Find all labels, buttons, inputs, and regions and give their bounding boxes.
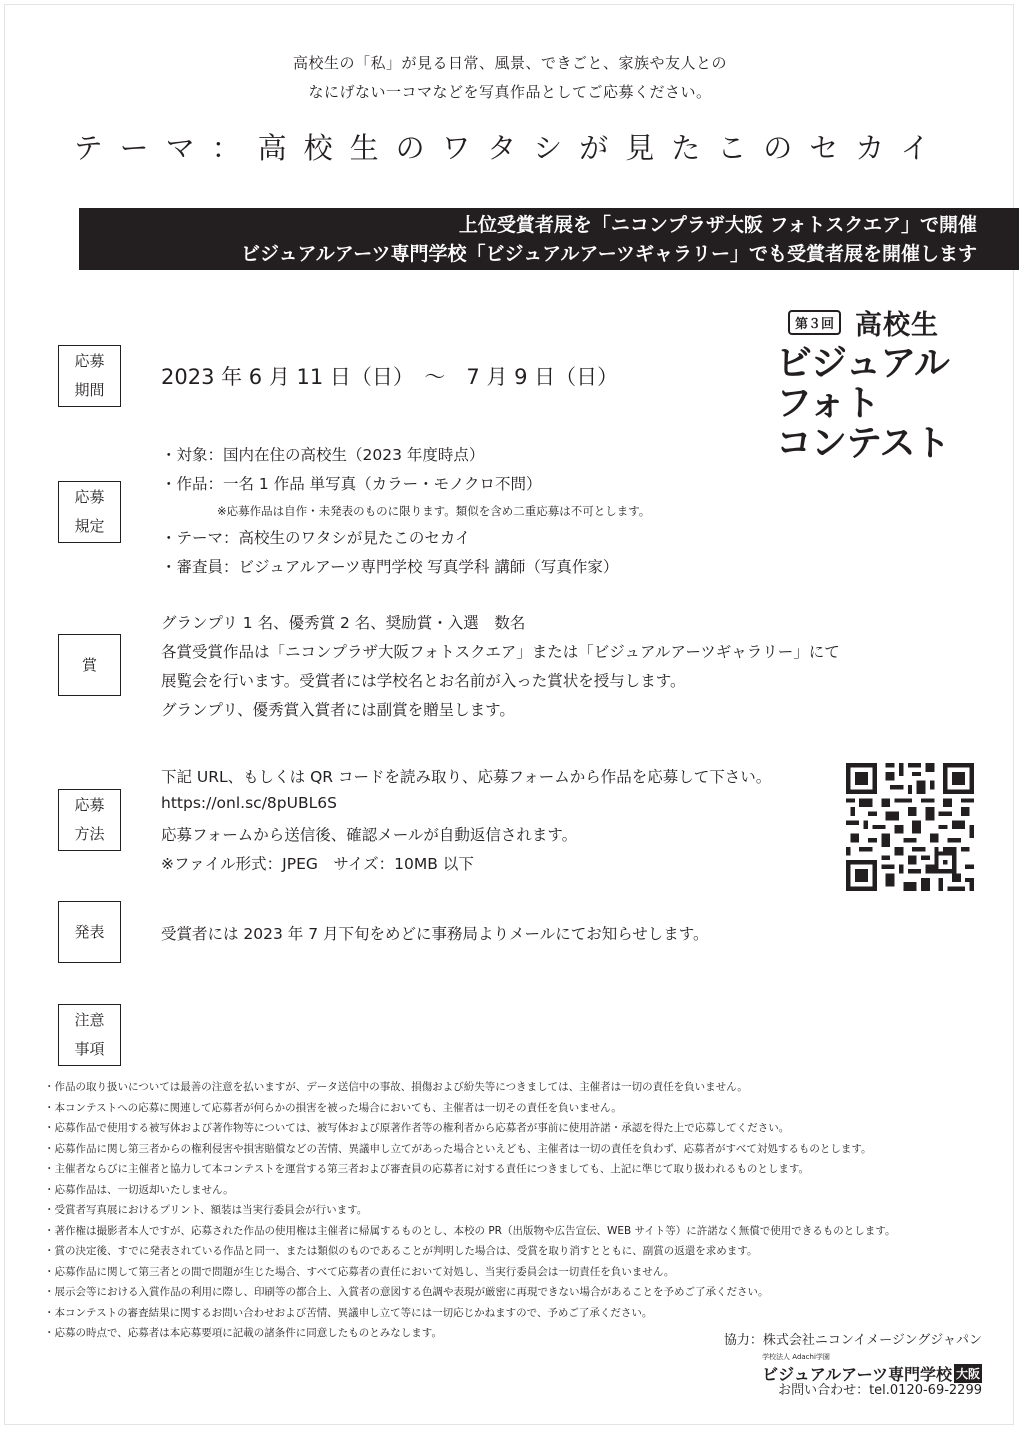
logo-title-2: ビジュアル [776,343,949,384]
label-prize [58,634,121,696]
theme-heading: テーマ：高校生のワタシが見たこのセカイ [73,131,947,165]
note-item: ・受賞者写真展におけるプリント、額装は当実行委員会が行います。 [44,1204,368,1216]
entry-url-link[interactable]: https://onl.sc/8pUBL6S [161,794,337,812]
school-corporation: 学校法人 Adachi学園 [762,1353,830,1361]
note-item: ・本コンテストの審査結果に関するお問い合わせおよび苦情、異議申し立て等には一切応じかねますので、予めご了承ください。 [44,1306,653,1319]
note-item: ・展示会等における入賞作品の利用に際し、印刷等の都合上、入賞者の意図する色調や表現が厳密に再現できない場合があることを予めご了承ください。 [44,1286,769,1298]
label-period [58,345,121,407]
exhibition-banner [79,208,1019,270]
method-line-4: ※ファイル形式：JPEG サイズ：10MB 以下 [161,855,474,873]
label-announce [58,901,121,963]
label-rules-2: 規定 [74,517,105,535]
prize-line-3: 展覧会を行います。受賞者には学校名とお名前が入った賞状を授与します。 [161,672,686,690]
logo-title-4: コンテスト [776,423,950,464]
label-caution-1: 注意 [74,1011,105,1029]
label-prize-text: 賞 [81,655,97,674]
logo-header [788,303,986,342]
intro-line-1: 高校生の「私」が見る日常、風景、できごと、家族や友人との [292,54,727,72]
label-method-2: 方法 [74,825,105,843]
note-item: ・応募作品は、一切返却いたしません。 [44,1183,234,1196]
label-caution [58,1004,121,1066]
note-item: ・応募作品に関し第三者からの権利侵害や損害賠償などの苦情、異議申し立てがあった場合といえども、主催者は一切の責任を負わず、応募者がすべて対処するものとします。 [44,1142,872,1155]
rules-target: ・対象：国内在住の高校生（2023 年度時点） [161,446,485,464]
banner-line-2: ビジュアルアーツ専門学校「ビジュアルアーツギャラリー」でも受賞者展を開催します [240,243,977,265]
prize-line-1: グランプリ 1 名、優秀賞 2 名、奨励賞・入選 数名 [161,614,526,632]
note-item: ・本コンテストへの応募に関連して応募者が何らかの損害を被った場合においても、主催者は一切その責任を負いません。 [44,1101,622,1114]
prize-line-4: グランプリ、優秀賞入賞者には副賞を贈呈します。 [161,701,515,719]
prize-line-2: 各賞受賞作品は「ニコンプラザ大阪フォトスクエア」または「ビジュアルアーツギャラリー」にて [161,643,840,661]
note-item: ・応募の時点で、応募者は本応募要項に記載の諸条件に同意したものとみなします。 [44,1327,442,1339]
note-item: ・作品の取り扱いについては最善の注意を払いますが、データ送信中の事故、損傷および紛失等につきましては、主催者は一切の責任を負いません。 [44,1081,748,1093]
logo-title-1: 高校生 [855,310,940,341]
announce-text: 受賞者には 2023 年 7 月下旬をめどに事務局よりメールにてお知らせします。 [161,925,709,943]
contact-phone[interactable]: お問い合わせ：tel.0120-69-2299 [778,1383,982,1398]
rules-work: ・作品：一名 1 作品 単写真（カラー・モノクロ不問） [161,475,542,493]
note-item: ・応募作品で使用する被写体および著作物等については、被写体および原著作者等の権利者から応募者が事前に使用許諾・承認を得た上で応募してください。 [44,1122,790,1134]
banner-line-1: 上位受賞者展を「ニコンプラザ大阪 フォトスクエア」で開催 [458,214,977,236]
period-text: 2023 年 6 月 11 日（日） ～ 7 月 9 日（日） [161,365,619,389]
label-period-2: 期間 [74,381,105,399]
note-item: ・応募作品に関して第三者との間で問題が生じた場合、すべて応募者の責任において対処し、当実行委員会は一切責任を負いません。 [44,1265,675,1278]
label-period-1: 応募 [74,352,105,370]
label-method-1: 応募 [74,796,105,814]
rules-judge: ・審査員：ビジュアルアーツ専門学校 写真学科 講師（写真作家） [161,558,619,576]
cooperation-text: 協力：株式会社ニコンイメージングジャパン [723,1333,982,1348]
label-rules [58,481,121,543]
rules-note: ※応募作品は自作・未発表のものに限ります。類似を含め二重応募は不可とします。 [217,504,651,518]
school-name: ビジュアルアーツ専門学校 [762,1365,952,1384]
contest-logo [776,303,986,464]
label-announce-text: 発表 [74,922,105,941]
note-item: ・著作権は撮影者本人ですが、応募された作品の使用権は主催者に帰属するものとし、本校の PR（出版物や広告宣伝、WEB サイト等）に許諾なく無償で使用できるものとします。 [44,1224,896,1237]
label-method [58,789,121,851]
label-caution-2: 事項 [74,1040,105,1058]
rules-theme: ・テーマ：高校生のワタシが見たこのセカイ [161,529,471,547]
caution-notes [44,1077,1004,1344]
school-city: 大阪 [954,1364,982,1383]
intro-line-2: なにげない一コマなどを写真作品としてご応募ください。 [308,83,712,101]
logo-title-3: フォト [776,383,880,424]
label-rules-1: 応募 [74,488,105,506]
note-item: ・賞の決定後、すでに発表されている作品と同一、または類似のものであることが判明した場合は、受賞を取り消すとともに、副賞の返還を求めます。 [44,1245,758,1257]
note-item: ・主催者ならびに主催者と協力して本コンテストを運営する第三者および審査員の応募者に対する責任につきましても、上記に準じて取り扱われるものとします。 [44,1163,810,1175]
method-line-1: 下記 URL、もしくは QR コードを読み取り、応募フォームから作品を応募して下さい。 [161,768,772,786]
qr-code-icon[interactable] [846,763,974,891]
edition-badge: 第３回 [788,310,841,335]
method-line-3: 応募フォームから送信後、確認メールが自動返信されます。 [161,826,578,844]
